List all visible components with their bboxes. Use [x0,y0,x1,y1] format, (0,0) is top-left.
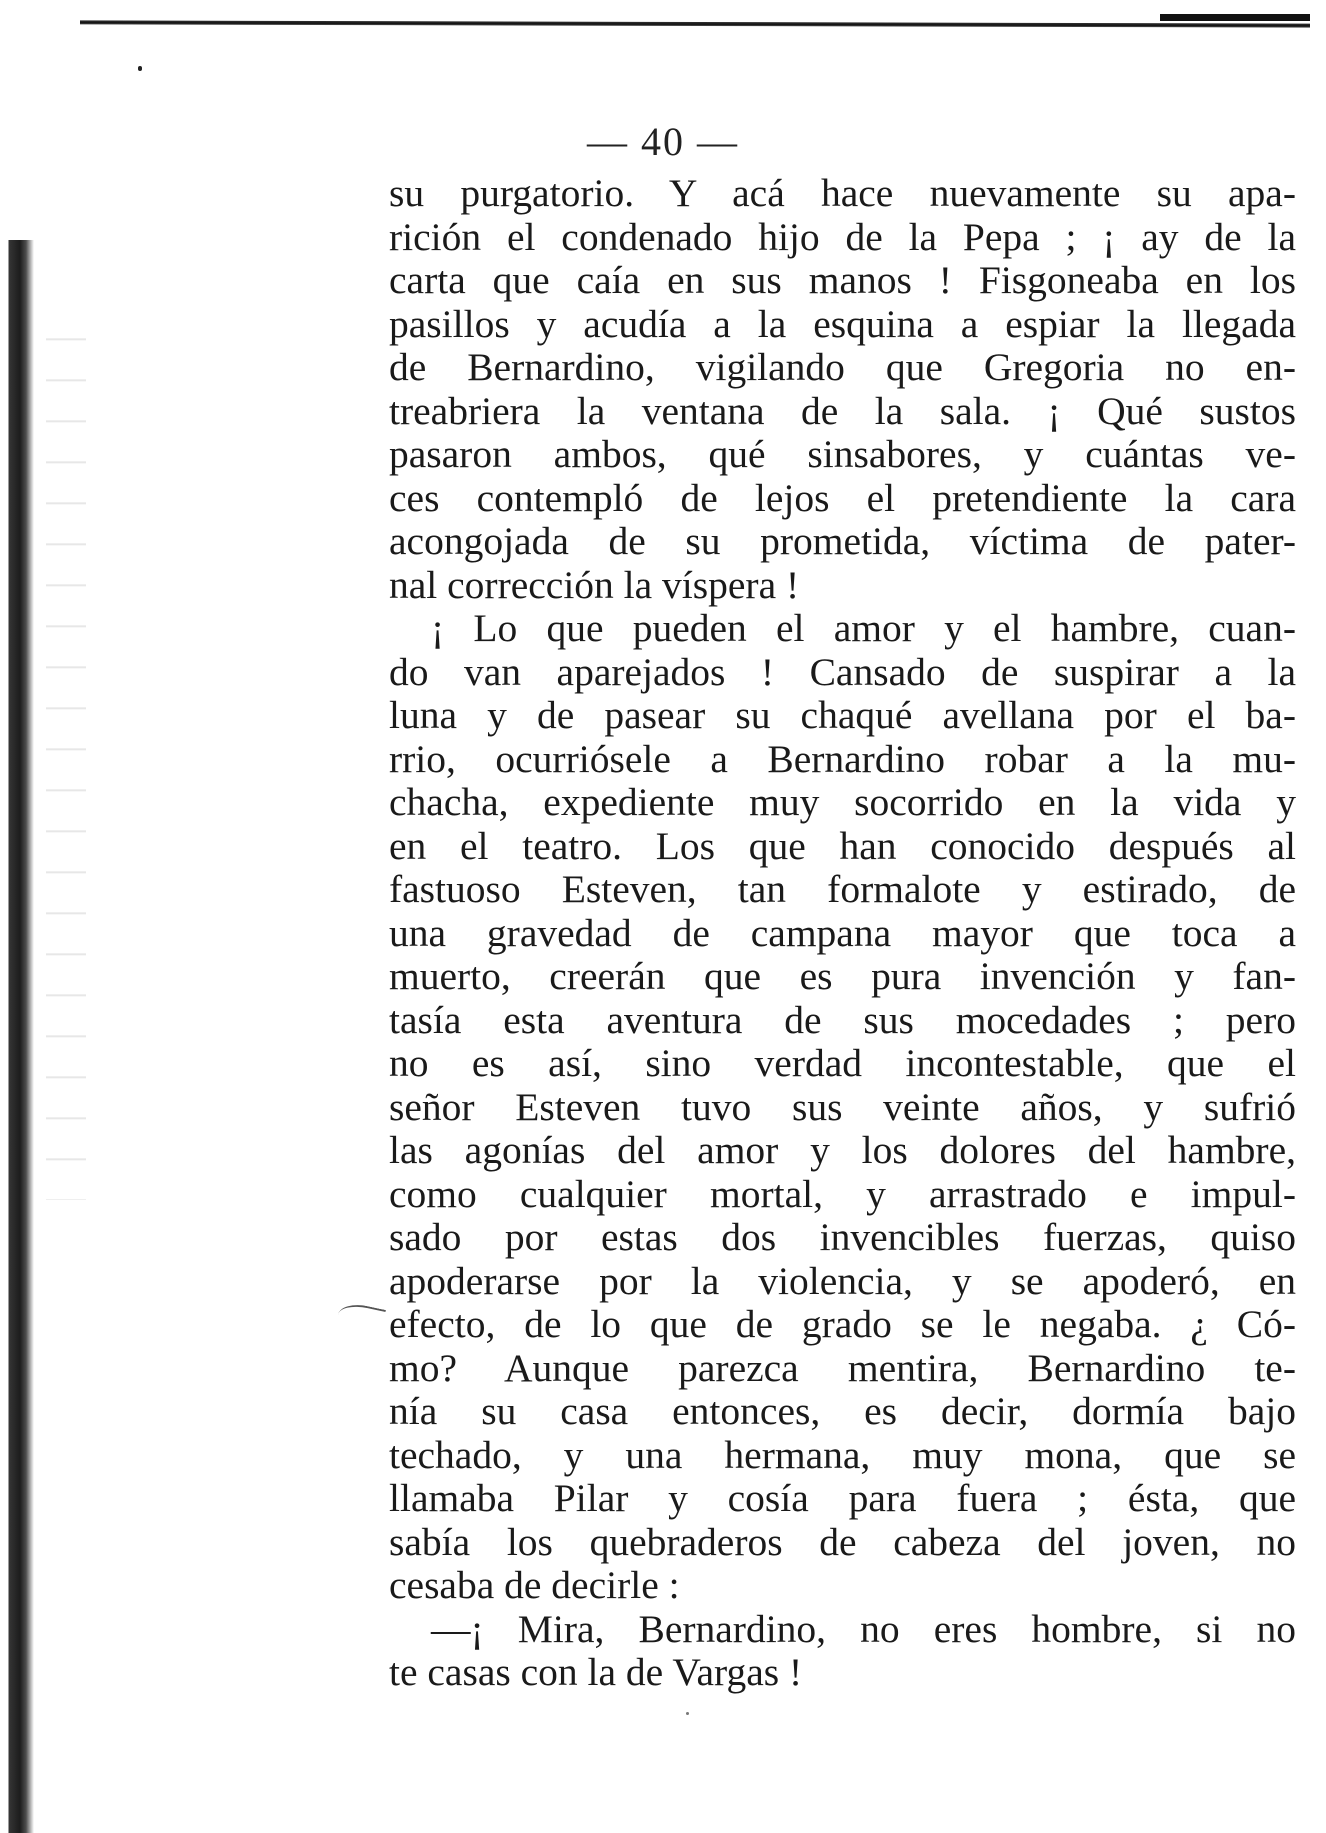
text-line: carta que caía en sus manos ! Fisgoneaba en los [389,259,1296,302]
text-line: te casas con la de Vargas ! [389,1651,803,1694]
text-line: de Bernardino, vigilando que Gregoria no en- [389,346,1296,389]
text-line: nía su casa entonces, es decir, dormía bajo [389,1390,1296,1433]
text-line: sado por estas dos invencibles fuerzas, quiso [389,1216,1296,1259]
text-line: ces contempló de lejos el pretendiente la cara [389,476,1296,520]
text-line: apoderarse por la violencia, y se apoderó, en [389,1259,1296,1303]
paragraph [389,172,1296,607]
top-rule-line [80,20,1310,27]
text-line: muerto, creerán que es pura invención y fan- [389,955,1296,998]
margin-pencil-mark [336,1300,386,1333]
text-line: efecto, de lo que de grado se le negaba. ¿ Có- [389,1303,1296,1346]
text-line: rición el condenado hijo de la Pepa ; ¡ ay de la [389,215,1296,259]
text-line: treabriera la ventana de la sala. ¡ Qué sustos [389,389,1296,433]
text-line: acongojada de su prometida, víctima de pater- [389,520,1296,563]
paper-speck [686,1712,689,1715]
page-number: — 40 — [587,119,739,164]
paragraph [389,607,1296,1608]
text-line: nal corrección la víspera ! [389,563,800,607]
text-line: chacha, expediente muy socorrido en la vida y [389,781,1296,824]
text-line: tasía esta aventura de sus mocedades ; pero [389,998,1296,1042]
text-line: sabía los quebraderos de cabeza del joven, no [389,1520,1296,1564]
text-line: no es así, sino verdad incontestable, que el [389,1042,1296,1085]
text-line: do van aparejados ! Cansado de suspirar a la [389,650,1296,694]
text-line: mo? Aunque parezca mentira, Bernardino te- [389,1346,1296,1390]
binding-specks [46,300,86,1200]
text-line: fastuoso Esteven, tan formalote y estirado, de [389,868,1296,911]
text-line: en el teatro. Los que han conocido después al [389,824,1296,868]
text-line: su purgatorio. Y acá hace nuevamente su apa- [389,172,1296,215]
text-line: techado, y una hermana, muy mona, que se [389,1433,1296,1477]
text-line: luna y de pasear su chaqué avellana por el ba- [389,694,1296,737]
page-binding-edge [0,240,36,1833]
top-rule-thick-end [1160,14,1310,21]
text-line: —¡ Mira, Bernardino, no eres hombre, si no [431,1607,1296,1651]
text-line: cesaba de decirle : [389,1564,680,1607]
text-line: pasaron ambos, qué sinsabores, y cuántas ve- [389,433,1296,476]
text-line: una gravedad de campana mayor que toca a [389,911,1296,955]
text-line: como cualquier mortal, y arrastrado e impul- [389,1172,1296,1216]
text-line: rrio, ocurriósele a Bernardino robar a la mu- [389,737,1296,781]
ink-dot [138,66,142,71]
text-line: señor Esteven tuvo sus veinte años, y sufrió [389,1085,1296,1129]
paragraph [389,1608,1296,1695]
text-line: llamaba Pilar y cosía para fuera ; ésta, que [389,1477,1296,1520]
text-line: ¡ Lo que pueden el amor y el hambre, cuan- [431,607,1296,650]
text-line: las agonías del amor y los dolores del hambre, [389,1129,1296,1172]
text-line: pasillos y acudía a la esquina a espiar la llegada [389,302,1296,346]
body-text [389,172,1296,1695]
